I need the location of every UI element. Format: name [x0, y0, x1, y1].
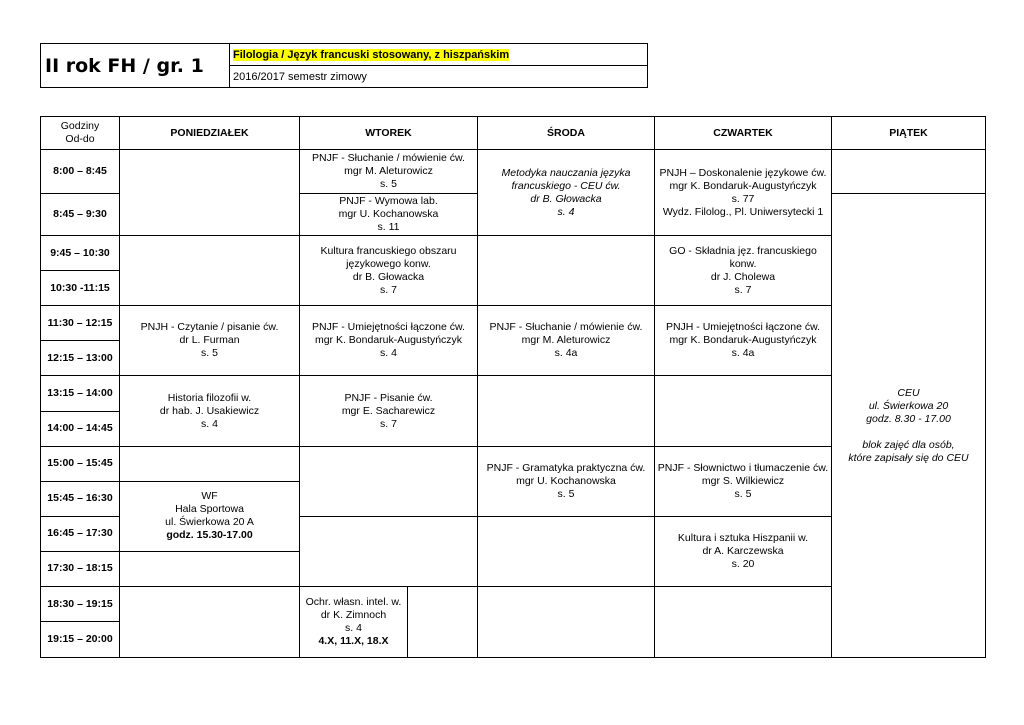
- class-teacher: mgr K. Bondaruk-Augustyńczyk: [669, 179, 817, 192]
- class-title: PNJF - Pisanie ćw.: [344, 391, 433, 404]
- class-note-cont: które zapisały się do CEU: [848, 451, 969, 464]
- class-room: s. 7: [734, 283, 752, 296]
- class-cell: [478, 446, 655, 516]
- program-title: [230, 44, 648, 66]
- group-title: II rok FH / gr. 1: [41, 44, 230, 88]
- class-cell: [300, 376, 478, 446]
- day-monday: PONIEDZIAŁEK: [120, 117, 300, 150]
- class-title-cont: językowego konw.: [346, 257, 431, 270]
- header-row: [41, 117, 986, 150]
- empty-cell: [478, 516, 655, 586]
- class-title: Historia filozofii w.: [167, 391, 252, 404]
- time-slot: 17:30 – 18:15: [41, 551, 120, 586]
- class-room: s. 11: [377, 221, 400, 234]
- time-slot: 19:15 – 20:00: [41, 622, 120, 658]
- time-slot: 18:30 – 19:15: [41, 586, 120, 622]
- empty-cell: [655, 376, 832, 446]
- day-thursday: CZWARTEK: [655, 117, 832, 150]
- class-teacher: dr A. Karczewska: [702, 544, 784, 557]
- class-teacher: mgr M. Aleturowicz: [521, 334, 611, 347]
- empty-cell: [120, 236, 300, 306]
- class-dates: 4.X, 11.X, 18.X: [318, 634, 389, 647]
- class-title: GO - Składnia jęz. francuskiego konw.: [669, 244, 817, 270]
- class-room: s. 4: [380, 347, 397, 360]
- class-hours: godz. 8.30 - 17.00: [866, 412, 951, 425]
- class-title: PNJF - Gramatyka praktyczna ćw.: [486, 461, 646, 474]
- time-slot: 11:30 – 12:15: [41, 306, 120, 341]
- class-teacher: dr B. Głowacka: [530, 192, 602, 205]
- class-room: s. 7: [380, 283, 397, 296]
- class-teacher: dr B. Głowacka: [352, 270, 425, 283]
- day-tuesday: WTOREK: [300, 117, 478, 150]
- class-cell: [300, 236, 478, 306]
- time-slot: 13:15 – 14:00: [41, 376, 120, 411]
- class-teacher: mgr E. Sacharewicz: [341, 404, 436, 417]
- class-cell: [300, 194, 478, 236]
- class-title: Kultura i sztuka Hiszpanii w.: [677, 531, 809, 544]
- class-cell: [655, 516, 832, 586]
- class-address: ul. Świerkowa 20 A: [165, 516, 254, 529]
- empty-cell: [478, 586, 655, 657]
- class-room: s. 7: [380, 417, 397, 430]
- class-hours: godz. 15.30-17.00: [166, 529, 253, 542]
- class-spacer: [834, 426, 983, 439]
- time-slot: 14:00 – 14:45: [41, 411, 120, 446]
- class-title: Metodyka nauczania języka: [501, 166, 631, 179]
- class-title: PNJF - Umiejętności łączone ćw.: [312, 321, 465, 334]
- class-title: PNJF - Słuchanie / mówienie ćw.: [312, 152, 465, 165]
- semester-label: 2016/2017 semestr zimowy: [230, 66, 648, 88]
- class-teacher: mgr U. Kochanowska: [338, 208, 439, 221]
- time-slot: 10:30 -11:15: [41, 271, 120, 306]
- class-room: s. 5: [380, 178, 397, 191]
- time-slot: 15:00 – 15:45: [41, 446, 120, 481]
- empty-cell: [478, 236, 655, 306]
- class-title: PNJH - Czytanie / pisanie ćw.: [140, 321, 279, 334]
- class-title: Ochr. własn. intel. w.: [305, 595, 402, 608]
- class-title: PNJF - Wymowa lab.: [339, 195, 438, 208]
- empty-cell: [120, 150, 300, 236]
- class-teacher: mgr K. Bondaruk-Augustyńczyk: [669, 334, 817, 347]
- class-title: WF: [201, 490, 218, 503]
- class-room: s. 5: [557, 487, 575, 500]
- class-title: PNJH – Doskonalenie językowe ćw.: [659, 166, 827, 179]
- class-cell: [120, 481, 300, 551]
- class-title: PNJF - Słownictwo i tłumaczenie ćw.: [657, 461, 829, 474]
- class-teacher: mgr M. Aleturowicz: [344, 165, 433, 178]
- time-slot: 15:45 – 16:30: [41, 481, 120, 516]
- class-teacher: dr L. Furman: [179, 334, 240, 347]
- program-highlight: Filologia / Język francuski stosowany, z hiszpańskim: [233, 48, 510, 61]
- class-teacher: mgr S. Wilkiewicz: [701, 474, 785, 487]
- empty-cell: [408, 587, 477, 657]
- split-cell: [300, 586, 478, 657]
- class-cell: [300, 306, 478, 376]
- hours-header-line2: Od-do: [65, 133, 95, 146]
- time-slot: 9:45 – 10:30: [41, 236, 120, 271]
- hours-header: [41, 117, 120, 150]
- class-title: Kultura francuskiego obszaru: [320, 244, 457, 257]
- class-room: s. 4: [557, 205, 575, 218]
- class-cell: [655, 306, 832, 376]
- empty-cell: [300, 516, 478, 586]
- empty-cell: [120, 446, 300, 481]
- time-slot: 8:45 – 9:30: [41, 194, 120, 236]
- class-cell: [120, 306, 300, 376]
- class-cell: [120, 376, 300, 446]
- class-room: s. 5: [734, 487, 752, 500]
- class-room: s. 4a: [731, 347, 755, 360]
- time-slot: 12:15 – 13:00: [41, 341, 120, 376]
- class-location: Hala Sportowa: [175, 503, 244, 516]
- time-slot: 16:45 – 17:30: [41, 516, 120, 551]
- class-room: s. 4a: [554, 347, 578, 360]
- class-teacher: dr K. Zimnoch: [320, 608, 387, 621]
- class-teacher: mgr U. Kochanowska: [516, 474, 616, 487]
- class-room: s. 5: [201, 347, 218, 360]
- class-room: s. 77: [731, 192, 755, 205]
- class-location: Wydz. Filolog., Pl. Uniwersytecki 1: [662, 205, 824, 218]
- class-room: s. 4: [345, 621, 362, 634]
- class-cell: [655, 236, 832, 306]
- class-title: PNJF - Słuchanie / mówienie ćw.: [489, 321, 643, 334]
- class-teacher: dr J. Cholewa: [710, 270, 776, 283]
- class-note: blok zajęć dla osób,: [862, 438, 955, 451]
- day-friday: PIĄTEK: [832, 117, 986, 150]
- class-cell: [478, 150, 655, 236]
- empty-cell: [655, 586, 832, 657]
- header-table: [40, 43, 648, 88]
- empty-cell: [832, 150, 986, 194]
- class-teacher: mgr K. Bondaruk-Augustyńczyk: [314, 334, 463, 347]
- class-cell: [300, 587, 408, 657]
- class-room: s. 4: [201, 417, 218, 430]
- class-cell: [655, 150, 832, 236]
- empty-cell: [300, 446, 478, 516]
- class-location: ul. Świerkowa 20: [868, 399, 949, 412]
- empty-cell: [478, 376, 655, 446]
- class-teacher: dr hab. J. Usakiewicz: [159, 404, 260, 417]
- class-cell: [300, 150, 478, 194]
- class-title: CEU: [897, 386, 920, 399]
- day-wednesday: ŚRODA: [478, 117, 655, 150]
- empty-cell: [120, 586, 300, 657]
- class-title: PNJH - Umiejętności łączone ćw.: [665, 321, 821, 334]
- class-cell: [478, 306, 655, 376]
- hours-header-line1: Godziny: [60, 120, 100, 133]
- time-slot: 8:00 – 8:45: [41, 150, 120, 194]
- class-cell: [832, 194, 986, 658]
- class-cell: [655, 446, 832, 516]
- class-room: s. 20: [731, 557, 755, 570]
- class-title-cont: francuskiego - CEU ćw.: [511, 179, 621, 192]
- empty-cell: [120, 551, 300, 586]
- timetable: [40, 116, 986, 658]
